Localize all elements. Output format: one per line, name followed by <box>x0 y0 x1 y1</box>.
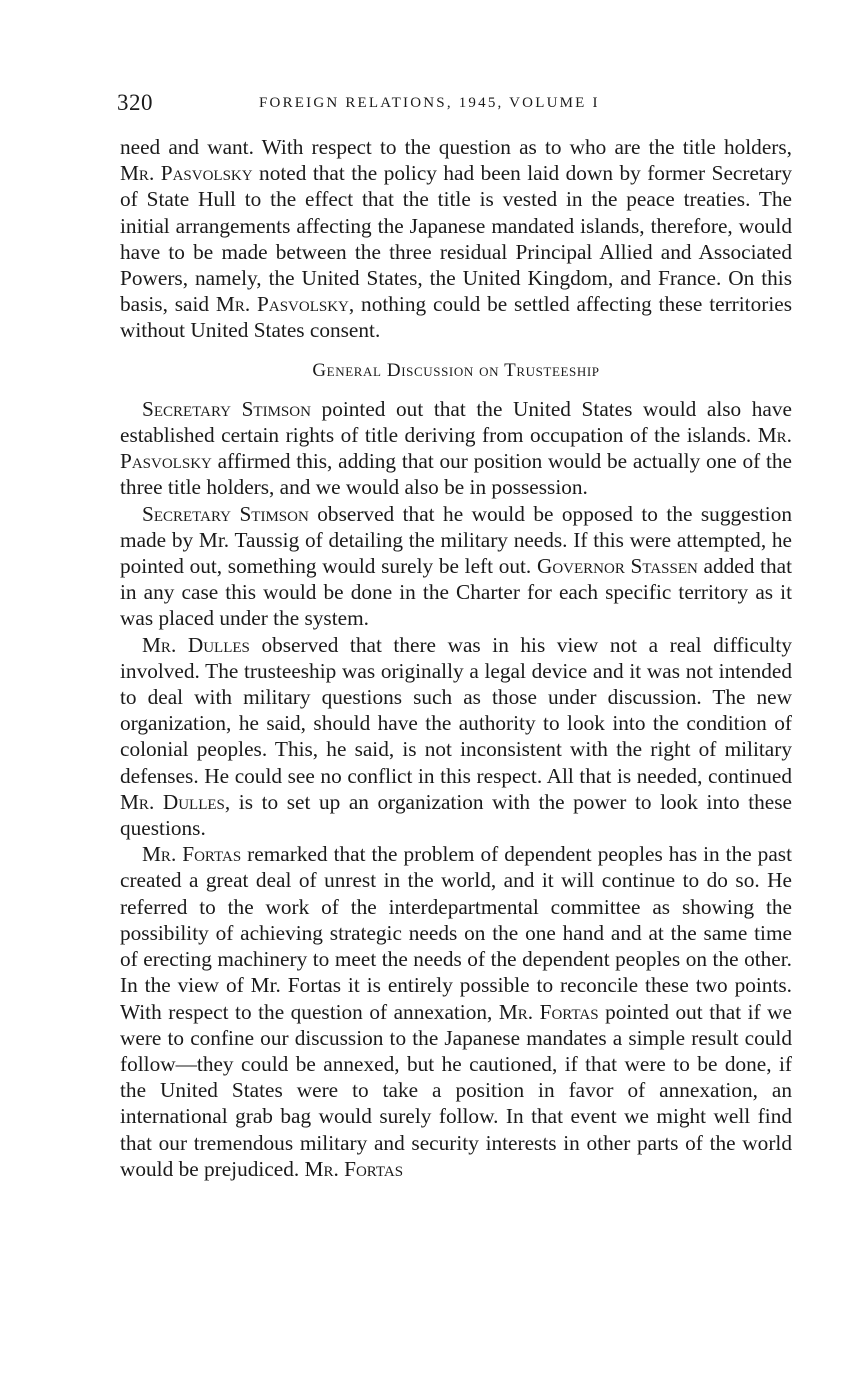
paragraph-1-text-1: need and want. With respect to the question as to who are the title holders, <box>120 135 792 159</box>
paragraph-2-text-2: affirmed this, adding that our position would be actually one of the three title holders, and we would also be in possession. <box>120 449 792 500</box>
speaker-name: Mr. Dulles <box>120 789 225 814</box>
speaker-name: Mr. Fortas <box>304 1156 404 1181</box>
paragraph-5-text-2: pointed out that if we were to confine our discussion to the Japanese mandates a simple result could follow—they could be annexed, but he cautioned, if that were to be done, if the United States were to take a position in favor of annexation, an international grab bag would surely follow. In that event we might well find that our tremendous military and security interests in other parts of the world would be prejudiced. <box>120 999 792 1181</box>
speaker-name: Secretary Stimson <box>142 396 311 421</box>
paragraph-2 <box>120 396 792 501</box>
speaker-name: Mr. Pasvolsky <box>215 292 349 317</box>
speaker-name: Governor Stassen <box>536 554 698 579</box>
speaker-name: Secretary Stimson <box>142 501 309 526</box>
paragraph-4 <box>120 632 792 842</box>
paragraph-1-text-2: noted that the policy had been laid down by former Secretary of State Hull to the effect that the title is vested in the peace treaties. The initial arrangements affecting the Japanese mandated islands, therefore, would have to be made between the three residual Principal Allied and Associated Powers, namely, the United States, the United Kingdom, and France. On this basis, said <box>120 161 793 317</box>
speaker-name: Mr. Pasvolsky <box>120 161 253 186</box>
paragraph-1-text-3: , nothing could be settled affecting these territories without United States consent. <box>120 292 792 343</box>
paragraph-4-text-2: , is to set up an organization with the power to look into these questions. <box>120 789 792 841</box>
paragraph-4-text-1: observed that there was in his view not a real difficulty involved. The trusteeship was originally a legal device and it was not intended to deal with military questions such as those under discussion. The new organization, he said, should have the authority to look into the condition of colonial peoples. This, he said, is not inconsistent with the right of military defenses. He could see no conflict in this respect. All that is needed, continued <box>120 632 792 788</box>
speaker-name: Mr. Pasvolsky <box>120 423 792 474</box>
page-header <box>117 90 792 120</box>
paragraph-3-text-2: added that in any case this would be done in the Charter for each specific territory as it was placed under the system. <box>120 554 792 631</box>
section-heading: General Discussion on Trusteeship <box>312 359 600 381</box>
paragraph-5-text-1: remarked that the problem of dependent peoples has in the past created a great deal of unrest in the world, and it will continue to do so. He referred to the work of the interdepartmental committee as showing the possibility of achieving strategic needs on the one hand and at the same time of erecting machinery to meet the needs of the dependent peoples on the other. In the view of Mr. Fortas it is entirely possible to reconcile these two points. With respect to the question of annexation, <box>120 842 792 1024</box>
body-text <box>120 134 792 1182</box>
paragraph-5 <box>120 841 792 1182</box>
running-head: FOREIGN RELATIONS, 1945, VOLUME I <box>259 95 600 111</box>
paragraph-3-text-1: observed that he would be opposed to the suggestion made by Mr. Taussig of detailing the military needs. If this were attempted, he pointed out, something would surely be left out. <box>120 501 792 579</box>
speaker-name: Mr. Dulles <box>142 632 250 657</box>
page-number: 320 <box>117 90 153 115</box>
paragraph-1 <box>120 134 792 344</box>
paragraph-2-text-1: pointed out that the United States would also have established certain rights of title deriving from occupation of the islands. <box>120 396 792 448</box>
speaker-name: Mr. Fortas <box>142 842 242 867</box>
speaker-name: Mr. Fortas <box>498 999 599 1024</box>
paragraph-3 <box>120 501 792 632</box>
